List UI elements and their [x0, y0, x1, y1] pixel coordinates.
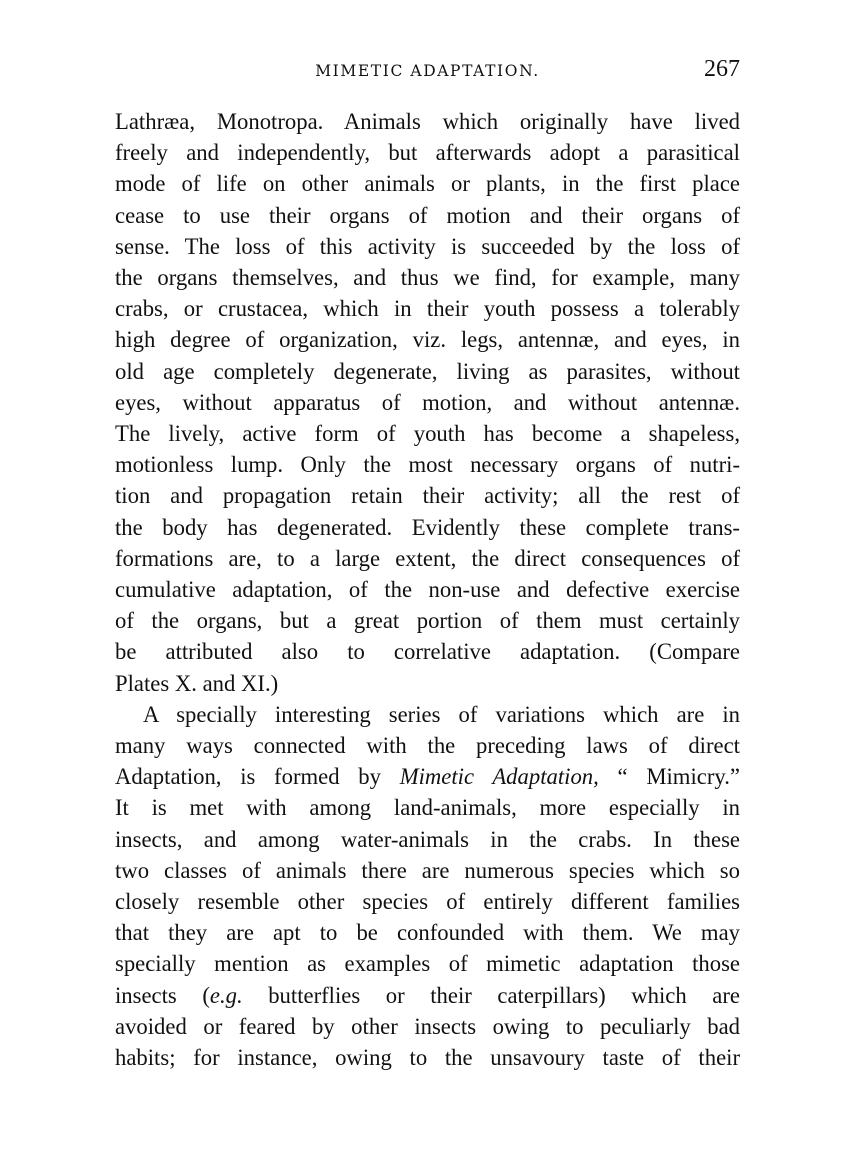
text-line-with-italic [115, 980, 740, 1011]
text-fragment: butterflies or their caterpillars) which are [242, 982, 740, 1008]
text-line: habits; for instance, owing to the unsavoury taste of their [115, 1045, 740, 1071]
text-line: It is met with among land-animals, more especially in [115, 795, 740, 821]
text-line: the organs themselves, and thus we find, for example, many [115, 265, 740, 291]
text-line: The lively, active form of youth has become a shapeless, [115, 421, 740, 447]
text-line: of the organs, but a great portion of them must certainly [115, 608, 740, 634]
text-line: avoided or feared by other insects owing to peculiarly bad [115, 1013, 740, 1039]
text-line: Lathræa, Monotropa. Animals which originally have lived [115, 109, 740, 134]
text-line: cumulative adaptation, of the non-use and defective exercise [115, 577, 740, 603]
paragraph-2 [115, 699, 740, 1073]
text-line: sense. The loss of this activity is succeeded by the loss of [115, 233, 740, 259]
body-text [115, 106, 740, 1073]
italic-term: Mimetic Adaptation, [399, 764, 599, 790]
page-number: 267 [704, 56, 740, 82]
italic-abbreviation: e.g. [209, 982, 243, 1008]
text-fragment: Adaptation, is formed by [115, 764, 400, 790]
text-fragment: “ Mimicry.” [598, 764, 740, 790]
text-line: specially mention as examples of mimetic adaptation those [115, 951, 740, 977]
text-line: old age completely degenerate, living as parasites, without [115, 358, 740, 384]
text-line: mode of life on other animals or plants, in the first place [115, 171, 740, 197]
text-line: be attributed also to correlative adaptation. (Compare [115, 639, 740, 665]
text-line-with-italic [115, 761, 740, 792]
text-line: closely resemble other species of entirely different families [115, 889, 740, 915]
text-line: formations are, to a large extent, the direct consequences of [115, 545, 740, 571]
text-line: high degree of organization, viz. legs, antennæ, and eyes, in [115, 327, 740, 353]
running-title: MIMETIC ADAPTATION. [315, 62, 540, 80]
text-line: eyes, without apparatus of motion, and without antennæ. [115, 389, 740, 415]
text-line: Plates X. and XI.) [115, 670, 279, 696]
text-line: insects, and among water-animals in the crabs. In these [115, 826, 740, 852]
text-fragment: insects ( [115, 982, 210, 1008]
text-line: the body has degenerated. Evidently these complete trans- [115, 514, 740, 540]
text-line: that they are apt to be confounded with them. We may [115, 920, 740, 946]
book-page [115, 50, 740, 1073]
text-line: freely and independently, but afterwards adopt a parasitical [115, 140, 740, 166]
text-line: two classes of animals there are numerous species which so [115, 857, 740, 883]
text-line: crabs, or crustacea, which in their youth possess a tolerably [115, 296, 740, 322]
text-line: cease to use their organs of motion and their organs of [115, 202, 740, 228]
text-line: A specially interesting series of variations which are in [143, 701, 740, 727]
paragraph-1 [115, 106, 740, 699]
text-line: many ways connected with the preceding laws of direct [115, 733, 740, 759]
text-line: tion and propagation retain their activity; all the rest of [115, 483, 740, 509]
running-head [115, 50, 740, 90]
text-line: motionless lump. Only the most necessary organs of nutri- [115, 452, 740, 478]
